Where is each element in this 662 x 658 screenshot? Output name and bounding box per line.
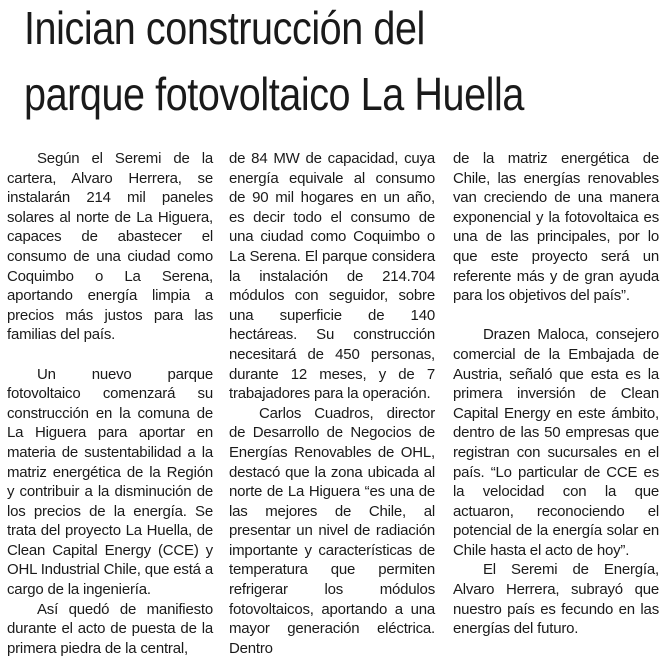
headline xyxy=(24,0,566,122)
col3-paragraph-3: El Seremi de Energía, Alvaro Herrera, subrayó que nuestro país es fecundo en las energías del futuro. xyxy=(453,561,659,638)
col3-paragraph-2: Drazen Maloca, consejero comercial de la Embajada de Austria, señaló que esta es la primera inversión de Clean Capital Energy en este ámbito, dentro de las 50 empresas que registran con sucursales en el país. “Lo particular de CCE es la velocidad con la que actuaron, reconociendo el potencial de la energía solar en Chile hasta el acto de hoy”. xyxy=(453,326,659,559)
col1-paragraph-1: Según el Seremi de la cartera, Alvaro Herrera, se instalarán 214 mil paneles solares al norte de La Higuera, capaces de abastecer el consumo de una ciudad como Coquimbo o La Serena, aportando energía limpia a precios más justos para las familias del país. xyxy=(7,150,213,344)
col2-paragraph-1: de 84 MW de capacidad, cuya energía equivale al consumo de 90 mil hogares en un año, es decir todo el consumo de una ciudad como Coquimbo o La Serena. El parque considera la instalación de 214.704 módulos con seguidor, sobre una superficie de 140 hectáreas. Su construcción necesitará de 450 personas, durante 12 meses, y de 7 trabajadores para la operación. xyxy=(229,150,435,403)
headline-line-1: Inician construcción del xyxy=(24,2,425,54)
article-column-1 xyxy=(7,149,213,658)
col1-paragraph-3: Así quedó de manifiesto durante el acto de puesta de la primera piedra de la central, xyxy=(7,600,213,657)
col2-paragraph-2: Carlos Cuadros, director de Desarrollo de Negocios de Energías Renovables de OHL, destacó que la zona ubicada al norte de La Higuera “es una de las mejores de Chile, al presentar un nivel de radiación importante y características de temperatura que permiten refrigerar los módulos fotovoltaicos, aportando a una mayor generación eléctrica. Dentro xyxy=(229,404,435,657)
article-column-3 xyxy=(453,149,659,639)
headline-line-2: parque fotovoltaico La Huella xyxy=(24,68,524,120)
col1-paragraph-2: Un nuevo parque fotovoltaico comenzará su construcción en la comuna de La Higuera para aportar en materia de sustentabilidad a la matriz energética de la Región y contribuir a la disminución de los precios de la energía. Se trata del proyecto La Huella, de Clean Capital Energy (CCE) y OHL Industrial Chile, que está a cargo de la ingeniería. xyxy=(7,365,213,599)
col3-paragraph-1: de la matriz energética de Chile, las energías renovables van creciendo de una manera exponencial y la fotovoltaica es una de las principales, por lo que este proyecto será un referente más y de gran ayuda para los objetivos del país”. xyxy=(453,150,659,305)
article-column-2 xyxy=(229,149,435,658)
